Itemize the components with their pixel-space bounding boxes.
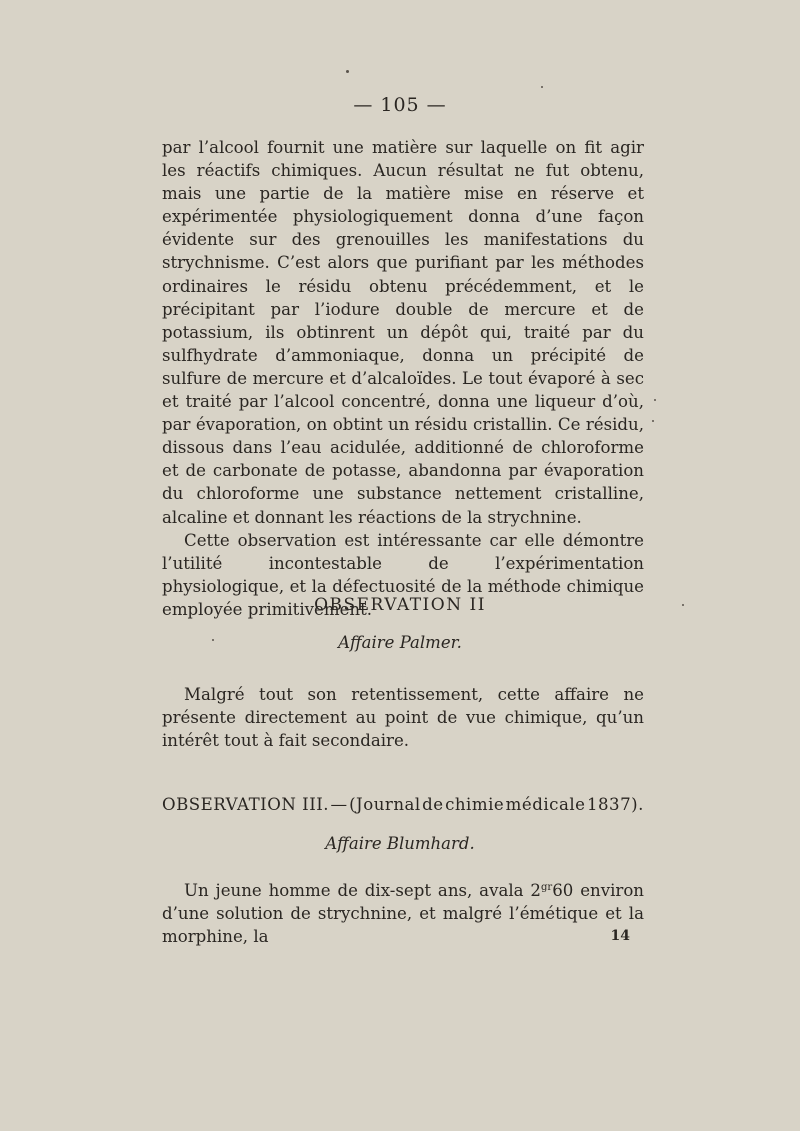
paper-speck [346, 70, 349, 73]
title-word: 1837). [586, 795, 644, 814]
title-word: de [422, 795, 444, 814]
paragraph: Cette observation est intéressante car elle démontre l’utilité incontestable de l’expérimentation physiologique, et la défectuosité de la méthode chimique employée primitivement. [162, 530, 644, 619]
observation-3-subtitle: Affaire Blumhard. [325, 834, 475, 853]
paper-speck [654, 399, 656, 401]
title-word: (Journal [349, 795, 421, 814]
page-header: — 105 — [353, 94, 447, 116]
unit-superscript: gr [541, 882, 553, 893]
paper-speck [541, 86, 543, 88]
observation-3-text-block [162, 876, 644, 948]
paragraph: Malgré tout son retentissement, cette affaire ne présente directement au point de vue chimique, qu’un intérêt tout à fait secondaire. [162, 685, 644, 751]
title-word: médicale [505, 795, 586, 814]
observation-2-text-block [162, 683, 644, 752]
paragraph [162, 876, 644, 948]
observation-2-subtitle: Affaire Palmer. [338, 633, 462, 652]
title-word: — [330, 795, 348, 814]
text-run: 60 environ d’une solution de strychnine, et malgré l’émétique et la morphine, la [162, 881, 644, 947]
paper-speck [652, 420, 654, 422]
signature-mark: 14 [610, 928, 630, 944]
title-word: chimie [445, 795, 505, 814]
text-run: Un jeune homme de dix-sept ans, avala 2 [184, 881, 541, 900]
observation-3-title [162, 793, 644, 816]
paragraph: par l’alcool fournit une matière sur laquelle on fit agir les réactifs chimiques. Aucun résultat ne fut obtenu, mais une partie de la matière mise en réserve et expérimentée physiologiquement donna d’une façon évidente sur des grenouilles les manifestations du strychnisme. C’est alors que purifiant par les méthodes ordinaires le résidu obtenu précédemment, et le précipitant par l’iodure double de mercure et de potassium, ils obtinrent un dépôt qui, traité par du sulfhydrate d’ammoniaque, donna un précipité de sulfure de mercure et d’alcaloïdes. Le tout évaporé à sec et traité par l’alcool concentré, donna une liqueur d’où, par évaporation, on obtint un résidu cristallin. Ce résidu, dissous dans l’eau acidulée, additionné de chloroforme et de carbonate de potasse, abandonna par évaporation du chloroforme une substance nettement cristalline, alcaline et donnant les réactions de la strychnine. [162, 138, 644, 527]
observation-2-title: OBSERVATION II [314, 595, 486, 615]
title-word: OBSERVATION III. [162, 795, 330, 814]
section-1 [162, 136, 644, 621]
